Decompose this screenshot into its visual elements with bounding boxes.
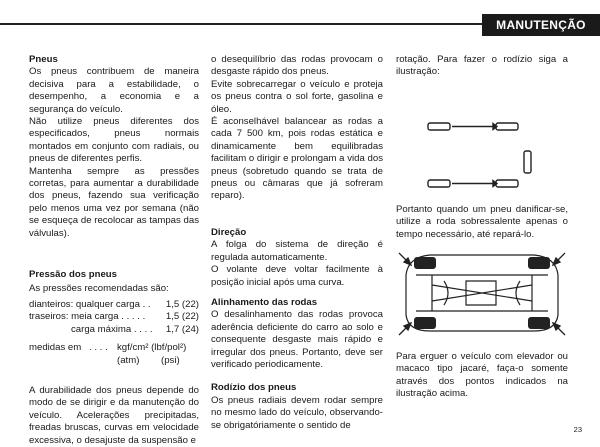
units-dots: . . . .	[89, 342, 108, 354]
pressure-label: traseiros: meia carga . . . . .	[29, 311, 146, 323]
pressure-value: 1,5 (22)	[165, 298, 199, 310]
heading-alinhamento: Alinhamento das rodas	[211, 296, 318, 308]
pressure-label: dianteiros: qualquer carga . .	[29, 298, 151, 310]
column-3	[396, 54, 568, 401]
units-psi: (psi)	[161, 354, 180, 366]
front-right-wheel-icon	[428, 180, 450, 187]
wheel-rear-right-icon	[528, 317, 550, 329]
pressure-value: 1,5 (22)	[165, 311, 199, 323]
paragraph: Os pneus radiais devem rodar sempre no mesmo lado do veículo, observando-se obrigatóriamente o sentido de	[211, 394, 383, 431]
paragraph: Os pneus contribuem de maneira decisiva para a estabilidade, o desempenho, a economia e a segurança do veículo.	[29, 66, 199, 115]
wheel-front-right-icon	[414, 317, 436, 329]
paragraph: Portanto quando um pneu danificar-se, utilize a roda sobressalente apenas o tempo necessário, até repará-lo.	[396, 203, 568, 240]
spare-wheel-icon	[524, 151, 531, 173]
paragraph: O desalinhamento das rodas provoca aderência deficiente do carro ao solo e consequente desgaste mais rápido e irregular dos pneus. Portanto, deve ser verificado periodicamente.	[211, 309, 383, 370]
units-label: medidas em	[29, 342, 82, 354]
paragraph: A folga do sistema de direção é regulada automaticamente.	[211, 239, 383, 263]
heading-rodizio: Rodízio dos pneus	[211, 382, 297, 394]
rear-right-wheel-icon	[496, 180, 518, 187]
units-value: kgf/cm² (lbf/pol²)	[117, 342, 187, 354]
page-number: 23	[573, 425, 582, 434]
paragraph: Para erguer o veículo com elevador ou macaco tipo jacaré, faça-o somente através dos pontos indicados na ilustração acima.	[396, 351, 568, 400]
paragraph: rotação. Para fazer o rodízio siga a ilustração:	[396, 54, 568, 78]
paragraph: A durabilidade dos pneus depende do modo de se dirigir e da manutenção do veículo. Acelerações precipitadas, freadas bruscas, curvas em velocidade excessiva, o desajuste da suspensão e	[29, 384, 199, 446]
paragraph: Mantenha sempre as pressões corretas, para aumentar a durabilidade dos pneus, fazendo sua verificação pelo menos uma vez por semana (não se esqueça de recolocar as tampas das válvulas).	[29, 165, 199, 239]
paragraph: É aconselhável balancear as rodas a cada 7 500 km, pois rodas estática e dinamicamente bem equilibradas facilitam o dirigir e prolongam a vida dos pneus (sobretudo quando se trata de pneus ou câmaras que já sofreram reparo).	[211, 116, 383, 202]
units-atm: (atm)	[117, 354, 140, 366]
wheel-front-left-icon	[414, 257, 436, 269]
pressure-row	[29, 324, 199, 336]
column-2	[211, 54, 383, 432]
heading-pneus: Pneus	[29, 54, 58, 65]
car-lift-points-diagram	[396, 245, 568, 337]
pressure-row	[29, 311, 199, 323]
front-left-wheel-icon	[428, 123, 450, 130]
wheel-rear-left-icon	[528, 257, 550, 269]
heading-direcao: Direção	[211, 226, 247, 238]
pressure-label: carga máxima . . . .	[71, 323, 153, 335]
paragraph: As pressões recomendadas são:	[29, 282, 169, 294]
units-row-2	[29, 355, 199, 367]
paragraph: Evite sobrecarregar o veículo e proteja os pneus contra o sol forte, gasolina e óleo.	[211, 78, 383, 115]
paragraph: o desequilíbrio das rodas provocam o desgaste rápido dos pneus.	[211, 54, 383, 78]
section-title: MANUTENÇÃO	[482, 14, 600, 36]
tire-rotation-diagram	[396, 79, 568, 199]
rear-left-wheel-icon	[496, 123, 518, 130]
heading-pressao: Pressão dos pneus	[29, 269, 117, 281]
pressure-row	[29, 299, 199, 311]
paragraph: O volante deve voltar facilmente à posição inicial após uma curva.	[211, 264, 383, 288]
pressure-value: 1,7 (24)	[165, 323, 199, 335]
units-row	[29, 342, 199, 354]
column-1	[29, 54, 199, 447]
paragraph: Não utilize pneus diferentes dos especificados, pneus normais montados em conjunto com radiais, ou pneus de diferentes perfis.	[29, 116, 199, 165]
